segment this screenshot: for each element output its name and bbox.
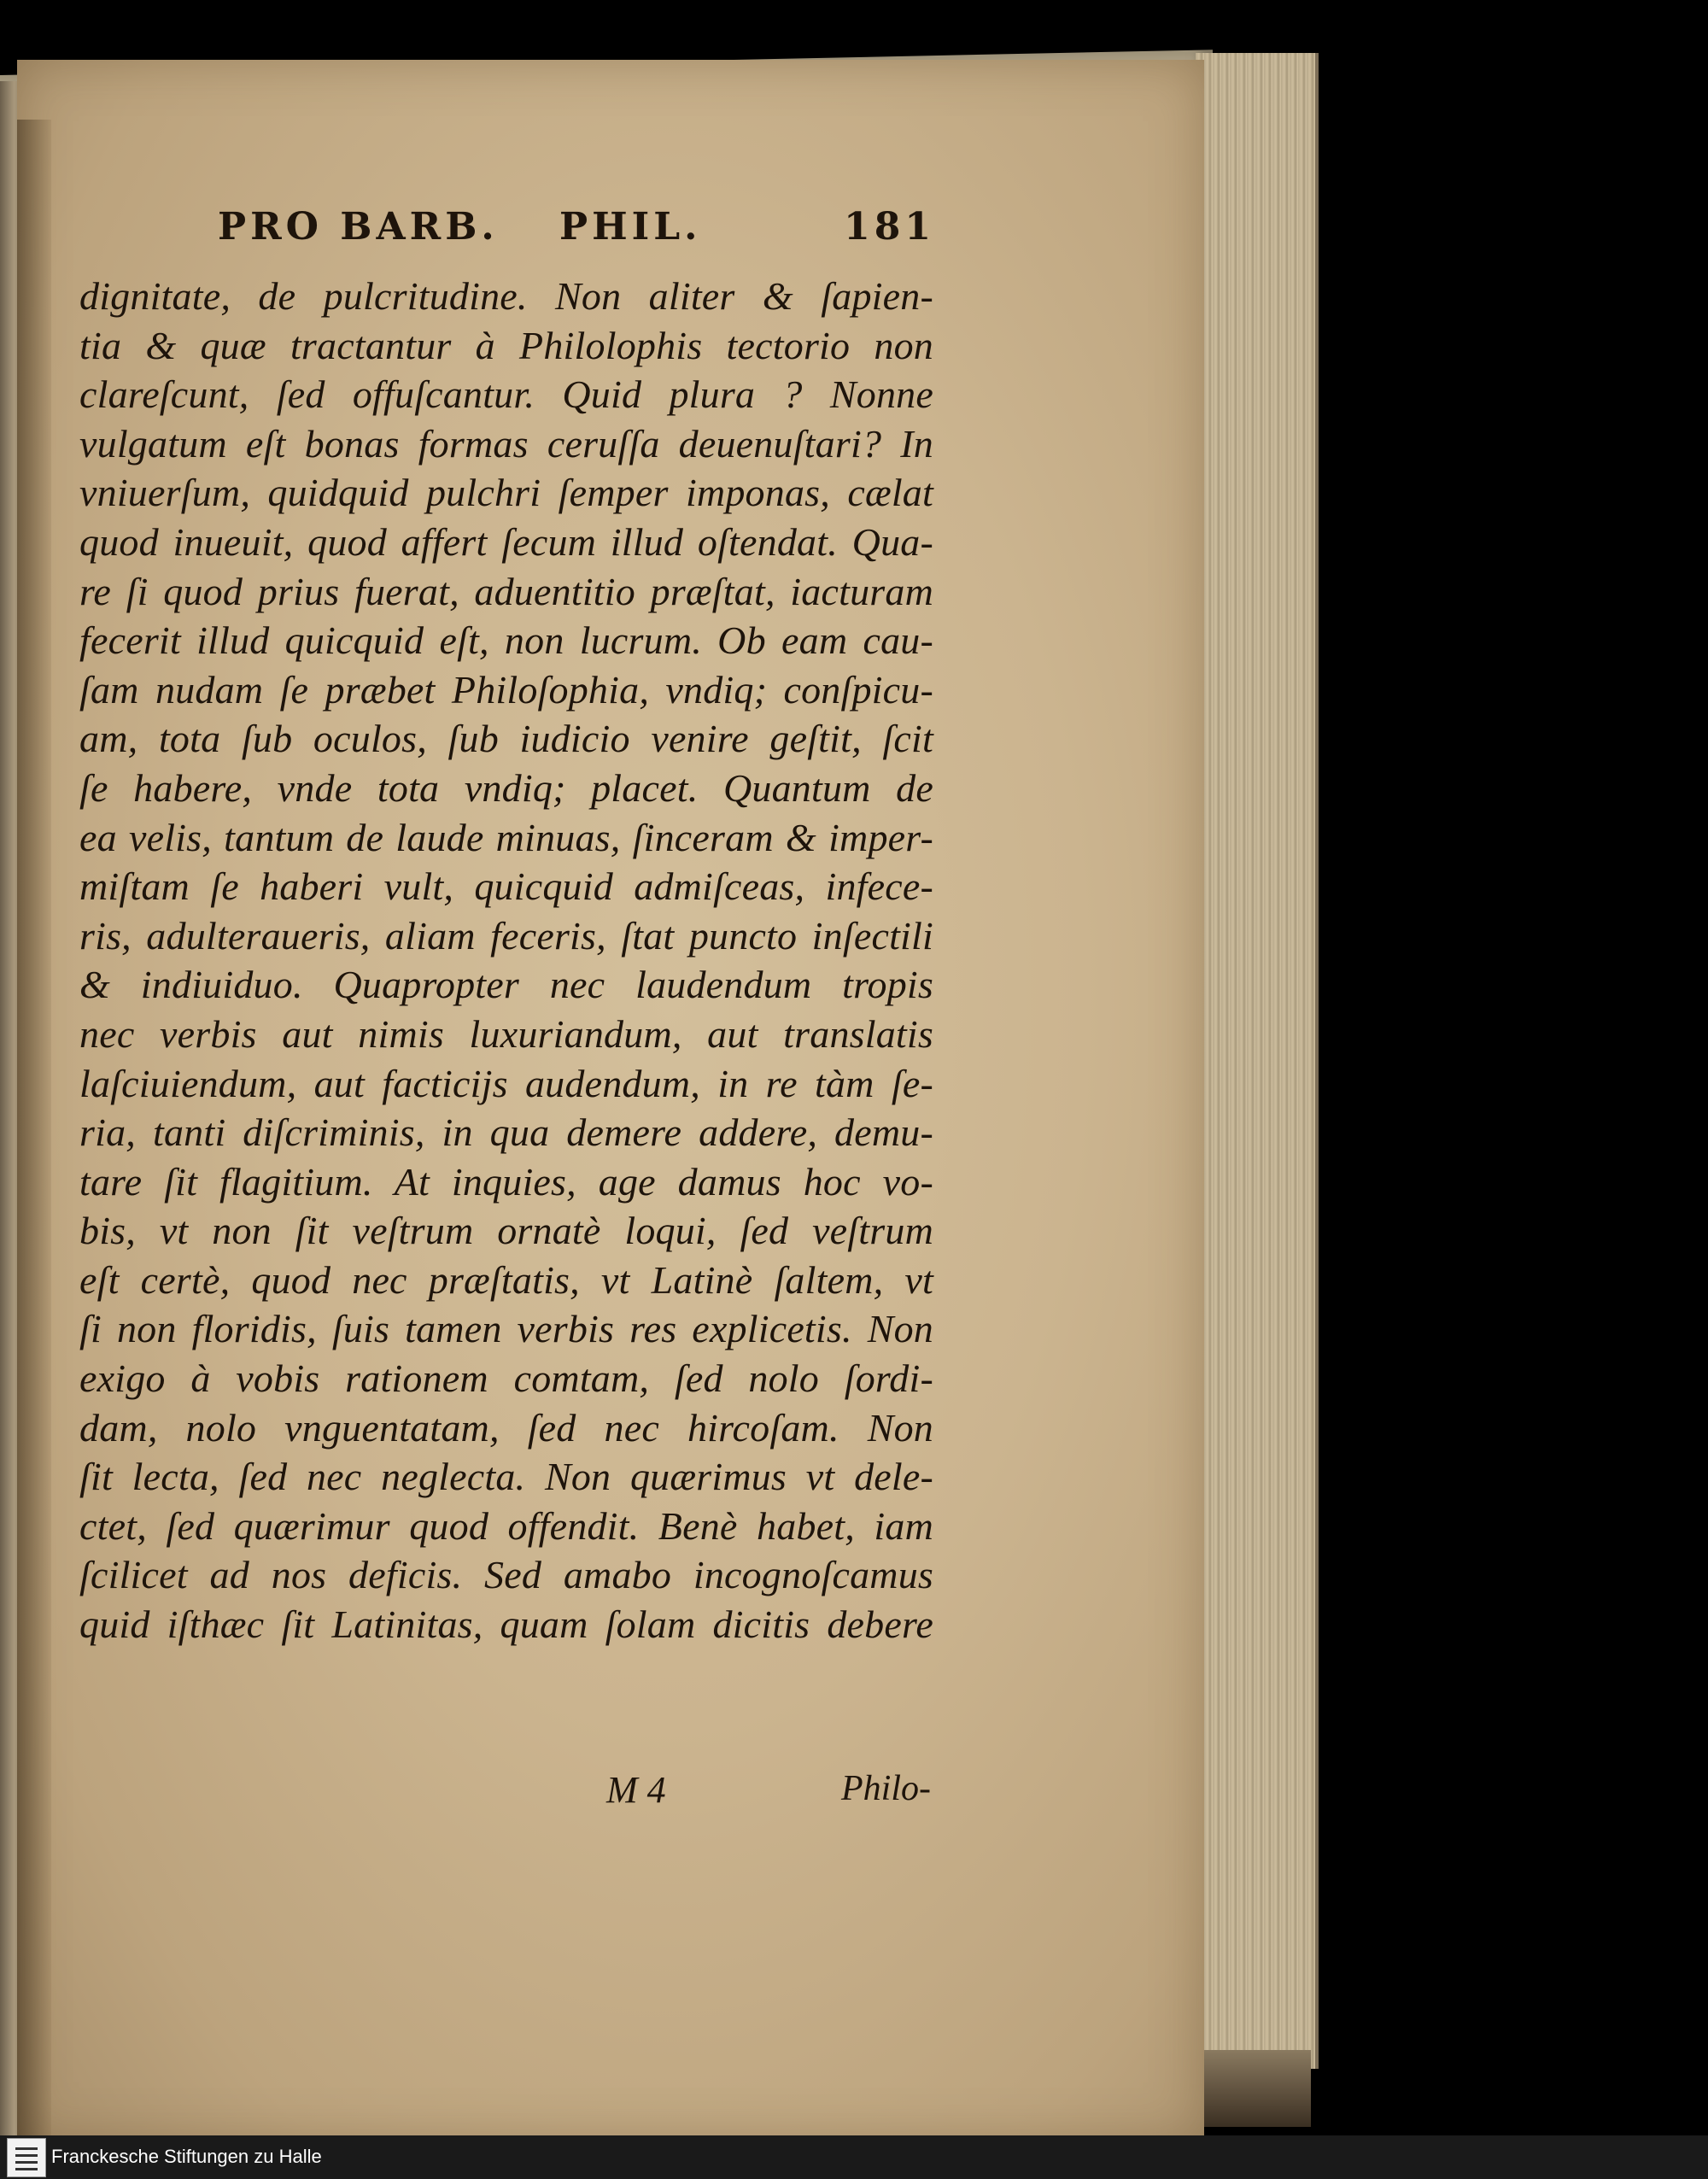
running-head — [218, 205, 935, 265]
text-line: ris, adulteraueris, aliam feceris, ſtat puncto inſectili — [79, 913, 933, 958]
running-head-center: PHIL. — [559, 205, 702, 249]
text-line: clareſcunt, ſed offuſcantur. Quid plura ? Nonne — [79, 372, 933, 417]
text-line: & indiuiduo. Quapropter nec laudendum tropis — [79, 963, 933, 1007]
text-line: dignitate, de pulcritudine. Non aliter & ſapien- — [79, 274, 933, 318]
page-gutter-shadow — [17, 120, 51, 2144]
text-line: vulgatum eſt bonas formas ceruſſa deuenuſtari? In — [79, 421, 933, 466]
text-line: ſcilicet ad nos deficis. Sed amabo incognoſcamus — [79, 1553, 933, 1597]
text-line: tia & quæ tractantur à Philolophis tectorio non — [79, 323, 933, 367]
text-line: dam, nolo vnguentatam, ſed nec hircoſam. Non — [79, 1405, 933, 1450]
text-line: exigo à vobis rationem comtam, ſed nolo ſordi- — [79, 1356, 933, 1401]
text-line: fecerit illud quicquid eſt, non lucrum. Ob eam cau- — [79, 618, 933, 663]
institution-logo-icon — [7, 2138, 46, 2177]
text-line: re ſi quod prius fuerat, aduentitio præſtat, iacturam — [79, 569, 933, 613]
text-line: eſt certè, quod nec præſtatis, vt Latinè ſaltem, vt — [79, 1257, 933, 1302]
text-line: laſciuiendum, aut facticijs audendum, in re tàm ſe- — [79, 1061, 933, 1105]
catchword: Philo- — [841, 1769, 931, 1808]
text-line: quod inueuit, quod affert ſecum illud oſtendat. Qua- — [79, 519, 933, 564]
text-line: am, tota ſub oculos, ſub iudicio venire geſtit, ſcit — [79, 717, 933, 761]
text-line: ria, tanti diſcriminis, in qua demere addere, demu- — [79, 1110, 933, 1155]
page-number: 181 — [844, 205, 935, 249]
text-line: ea velis, tantum de laude minuas, ſinceram & imper- — [79, 815, 933, 859]
institution-name: Franckesche Stiftungen zu Halle — [51, 2146, 322, 2167]
text-line: ſi non floridis, ſuis tamen verbis res explicetis. Non — [79, 1307, 933, 1351]
text-line: vniuerſum, quidquid pulchri ſemper imponas, cælat — [79, 471, 933, 515]
footer-bar — [0, 2135, 1708, 2179]
text-line: quid iſthæc ſit Latinitas, quam ſolam dicitis debere — [79, 1602, 933, 1647]
signature-mark: M 4 — [606, 1769, 666, 1811]
text-line: ſam nudam ſe præbet Philoſophia, vndiq; conſpicu- — [79, 667, 933, 712]
text-line: tare ſit flagitium. At inquies, age damus hoc vo- — [79, 1159, 933, 1204]
text-line: ctet, ſed quærimur quod offendit. Benè habet, iam — [79, 1503, 933, 1548]
running-head-left: PRO BARB. — [218, 205, 499, 249]
text-line: ſe habere, vnde tota vndiq; placet. Quantum de — [79, 765, 933, 810]
text-line: miſtam ſe haberi vult, quicquid admiſceas, infece- — [79, 864, 933, 909]
text-line: nec verbis aut nimis luxuriandum, aut translatis — [79, 1011, 933, 1056]
binding-corner — [1200, 2050, 1311, 2127]
body-text — [79, 272, 933, 1649]
page-fore-edge — [1196, 53, 1319, 2069]
text-line: bis, vt non ſit veſtrum ornatè loqui, ſed veſtrum — [79, 1209, 933, 1253]
text-line: ſit lecta, ſed nec neglecta. Non quærimus vt dele- — [79, 1455, 933, 1499]
